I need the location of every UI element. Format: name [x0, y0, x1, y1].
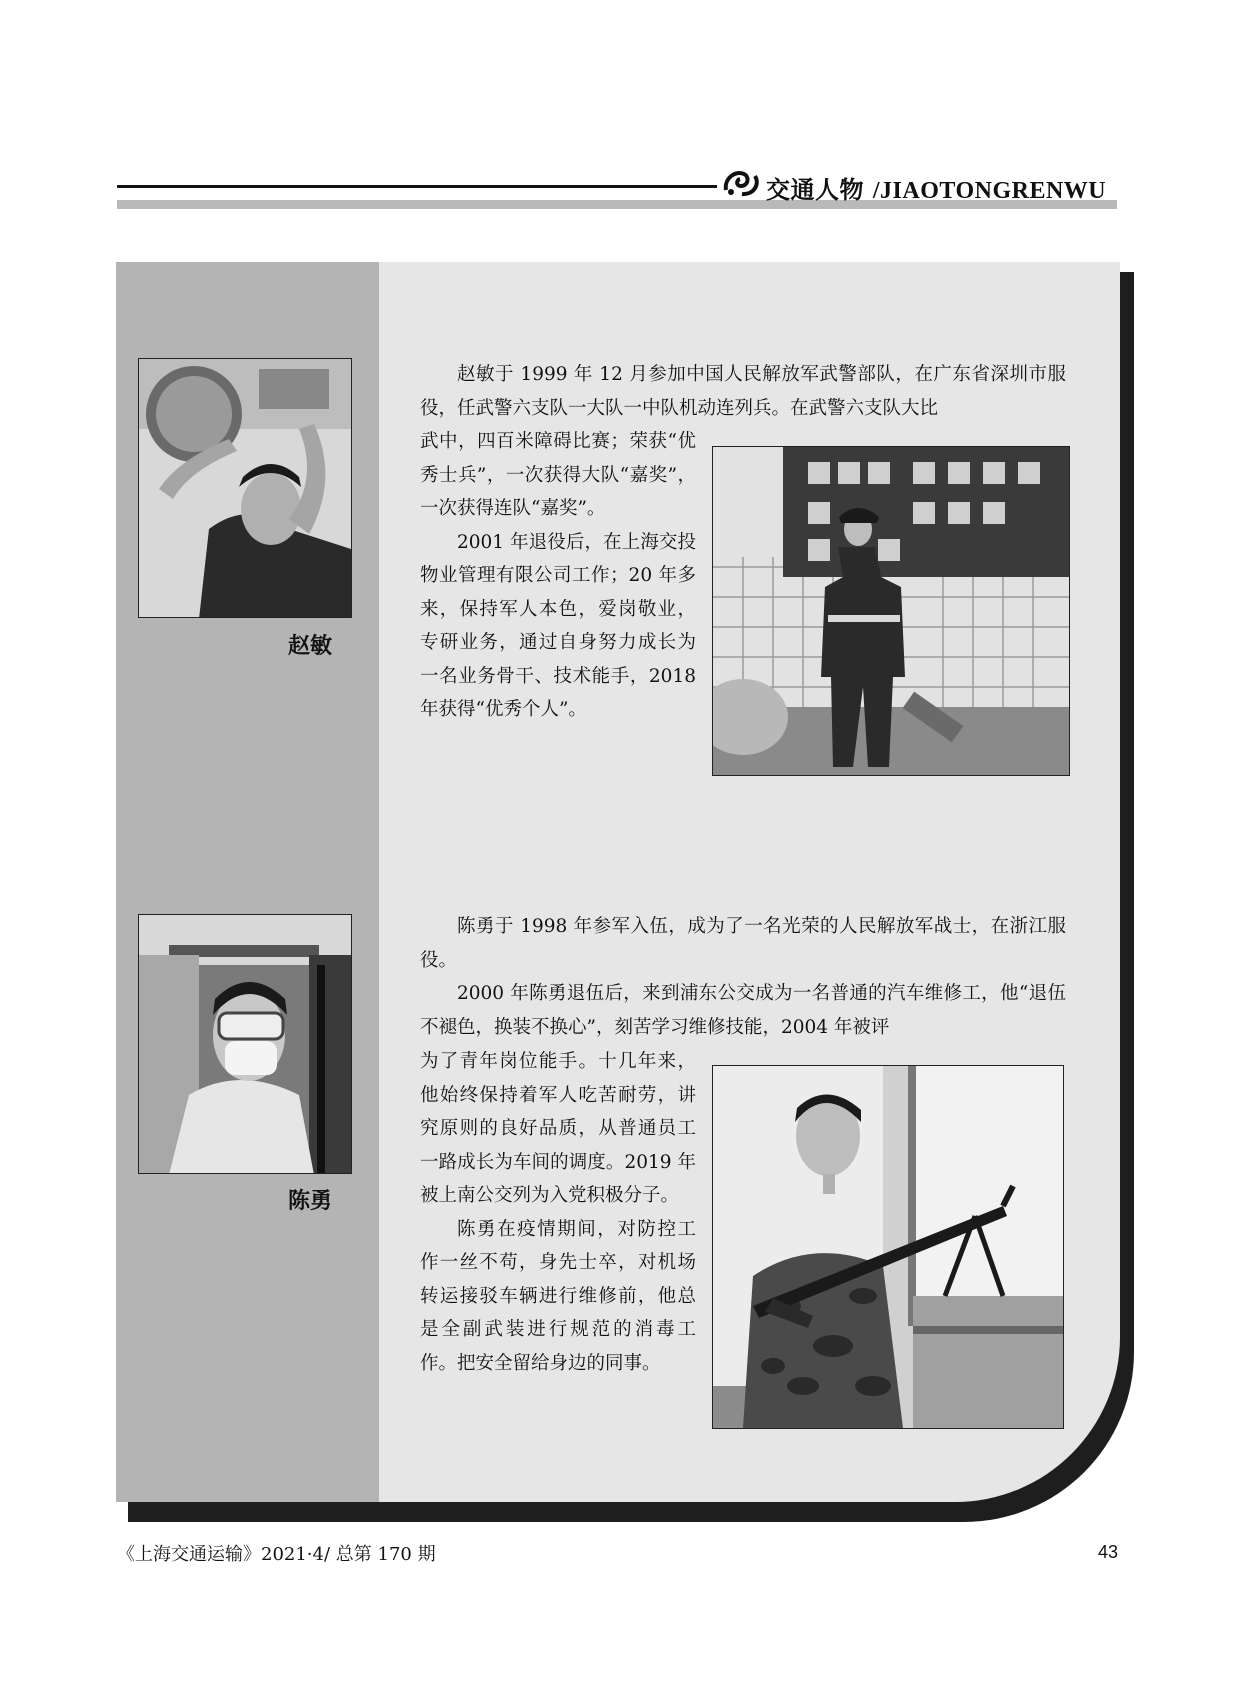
- soldier-uniform-photo: [712, 446, 1070, 776]
- profile2-para3: 陈勇在疫情期间，对防控工作一丝不苟，身先士卒，对机场转运接驳车辆进行维修前，他总是全副武装进行规范的消毒工作。把安全留给身边的同事。: [420, 1218, 696, 1374]
- profile-name-chen: 陈勇: [288, 1189, 333, 1214]
- profile1-para2: 2001 年退役后，在上海交投物业管理有限公司工作；20 年多来，保持军人本色，爱岗敬业，专研业务，通过自身努力成长为一名业务骨干、技术能手，2018 年获得“优秀个人”。: [420, 531, 696, 720]
- profile2-intro-text: [420, 910, 1066, 1044]
- journal-citation: 《上海交通运输》2021·4/ 总第 170 期: [117, 1544, 436, 1565]
- profile-name-zhao: 赵敏: [288, 634, 333, 659]
- profile1-wrap-text: [420, 425, 696, 727]
- profile2-para2-wrap: 为了青年岗位能手。十几年来，他始终保持着军人吃苦耐劳，讲究原则的良好品质，从普通员工一路成长为车间的调度。2019 年被上南公交列为入党积极分子。: [420, 1051, 696, 1206]
- profile1-para1-wrap: 武中，四百米障碍比赛；荣获“优秀士兵”，一次获得大队“嘉奖”，一次获得连队“嘉奖”。: [420, 431, 696, 519]
- profile2-wrap-text: [420, 1045, 696, 1380]
- section-title-cn: 交通人物: [766, 175, 864, 204]
- header-rule: [117, 185, 717, 188]
- section-title: [766, 170, 1106, 205]
- article-card: [116, 262, 1120, 1502]
- mechanic-mask-photo: [138, 914, 352, 1174]
- profile1-intro-text: [420, 358, 1066, 425]
- soldier-rifle-photo: [712, 1065, 1064, 1429]
- swirl-logo-icon: [722, 168, 760, 198]
- section-title-en: /JIAOTONGRENWU: [872, 178, 1107, 204]
- repair-worker-photo: [138, 358, 352, 618]
- profile2-para1: 陈勇于 1998 年参军入伍，成为了一名光荣的人民解放军战士，在浙江服役。: [420, 916, 1066, 971]
- page-number: 43: [1098, 1542, 1119, 1562]
- profile2-para2-full: 2000 年陈勇退伍后，来到浦东公交成为一名普通的汽车维修工，他“退伍不褪色，换装不换心”，刻苦学习维修技能，2004 年被评: [420, 983, 1066, 1038]
- profile1-para1-full: 赵敏于 1999 年 12 月参加中国人民解放军武警部队，在广东省深圳市服役，任武警六支队一大队一中队机动连列兵。在武警六支队大比: [420, 364, 1066, 419]
